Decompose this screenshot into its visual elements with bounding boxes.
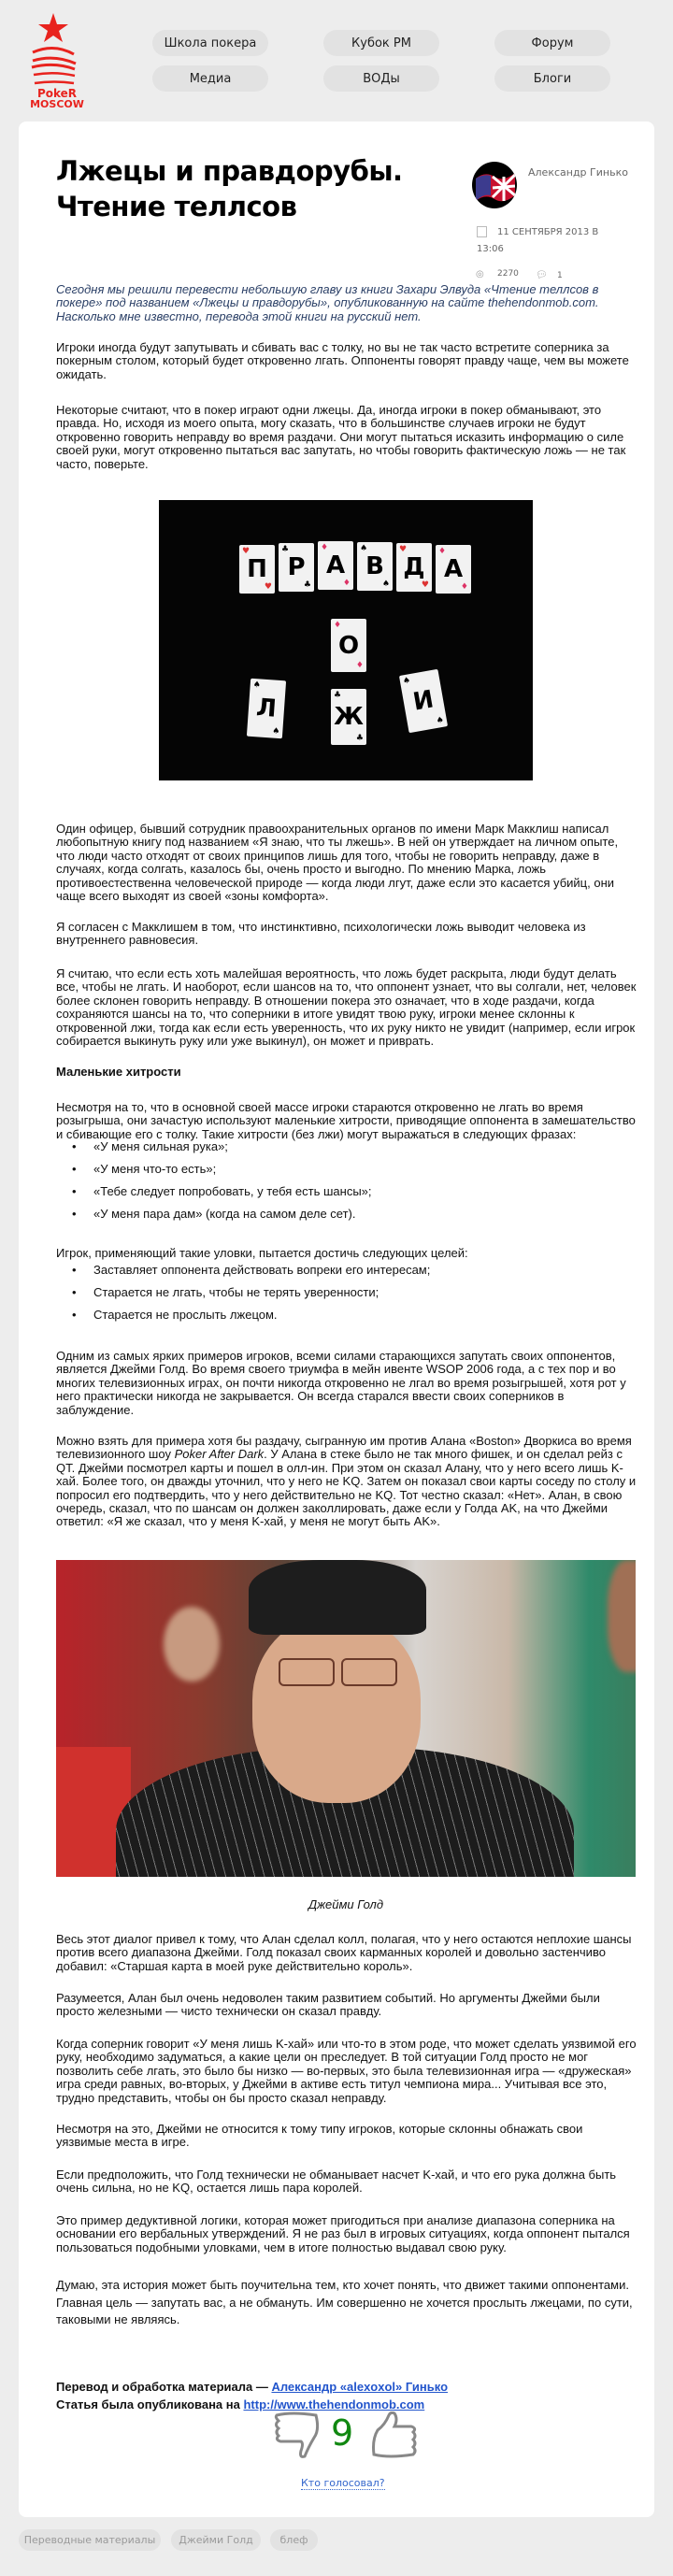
paragraph: Одним из самых ярких примеров игроков, всеми силами старающихся запутать своих оппонентов, является Джейми Голд. Во время своего триумфа в мейн ивенте WSOP 2006 года, а с тех пор и во многих телевизионных играх, он почти никогда откровенно не лгал во время розыгрышей, хотя рот у него практически никогда не закрывается. Он всегда старался ввести своих соперников в заблуждение. [56,1349,626,1417]
paragraph: Игроки иногда будут запутывать и сбивать вас с толку, но вы не так часто встретите соперника за покерным столом, который будет откровенно лгать. Оппоненты говорят правду чаще, чем вы можете ожидать. [56,340,629,381]
truth-lie-cards-image: ♥ П ♥ ♣ Р ♣ ♦ А ♦ ♠ В ♠ ♥ Д ♥ ♦ А ♦ ♦ О ♦ ♠ Л ♠ ♣ Ж ♣ ♠ И ♠ [159,500,533,780]
nav-school[interactable]: Школа покера [152,30,268,56]
paragraph: Разумеется, Алан был очень недоволен таким развитием событий. Но аргументы Джейми были просто железными — чисто технически он сказал правду. [56,1991,600,2019]
card-letter: А [443,555,464,583]
tag-jamie-gold[interactable]: Джейми Голд [171,2529,261,2551]
list-item: • «У меня сильная рука»; [72,1140,228,1153]
paragraph: Это пример дедуктивной логики, которая может пригодиться при анализе диапазона соперника на основании его вербальных утверждений. Я не раз был в игровых ситуациях, когда оппонент пытался пользоваться подобными уловками, чем в итоге полностью выдавал свою руку. [56,2213,630,2254]
card-letter: В [365,552,384,580]
paragraph: Думаю, эта история может быть поучительна тем, кто хочет понять, что движет такими оппонентами. Главная цель — запутать вас, а не обмануть. Им совершенно не хочется прослыть лжецами, по сути, таковыми не являясь. [56,2278,633,2326]
eye-icon: ◎ [476,269,484,279]
flag-avatar-icon [472,162,517,208]
tag-translated[interactable]: Переводные материалы [19,2529,161,2551]
logo-text-line1: PokeR [36,87,78,100]
paragraph: Можно взять для примера хотя бы раздачу, сыгранную им против Алана «Boston» Дворкиса во время телевизионного шоу Poker After Dark. У Алана в стеке было не так много фишек, и он сделал рейз с QT. Джейми посмотрел карты и пошел в олл-ин. При этом он сказал Алану, что у него всего лишь K-хай. Более того, он дважды уточнил, что у него не KQ. Затем он показал свои карты соседу по столу и попросил его подтвердить, что у него действительно не KQ. Тот честно сказал: «Нет». Алан, в свою очередь, сказал, что по шансам он должен заколлировать, даже если у Голда AK, на что Джейми ответил: «Я же сказал, что у меня K-хай, у меня не могут быть AK». [56,1434,637,1529]
paragraph: Один офицер, бывший сотрудник правоохранительных органов по имени Марк Макклиш написал любопытную книгу под названием «Я знаю, что ты лжешь». В ней он утверждает на личном опыте, что люди часто отходят от своих принципов лишь для того, чтобы не говорить неправду, даже в случаях, когда солгать, казалось бы, очень просто и выгодно. По мнению Марка, ложь противоестественна человеческой природе — когда люди лгут, даже если это касается убийц, они чаще всего выходят из своей «зоны комфорта». [56,822,619,904]
vote-score: 9 [331,2412,354,2454]
nav-blogs[interactable]: Блоги [494,65,610,92]
post-date: 11 СЕНТЯБРЯ 2013 В [497,227,599,237]
paragraph: Некоторые считают, что в покер играют одни лжецы. Да, иногда игроки в покер обманывают, это правда. Но, исходя из моего опыта, могу сказать, что в большинстве случаев игроки не будут откровенно говорить неправду во время раздачи. Они могут пытаться исказить информацию о силе своей руки, могут откровенно пытаться вас запутать, но чтобы говорить фактическую ложь — не так часто, поверьте. [56,403,626,471]
photo-caption: Джейми Голд [308,1897,384,1911]
thumbs-up-icon[interactable] [370,2411,419,2463]
poker-moscow-logo[interactable] [23,9,85,114]
paragraph: Когда соперник говорит «У меня лишь K-хай» или что-то в этом роде, что может сделать уязвимой его руку, необходимо задуматься, а какие цели он преследует. В той ситуации Голд просто не мог позволить себе лгать, это было бы низко — во-первых, это была телевизионная игра — «дружеская» игра среди равных, во-вторых, у Джейми в активе есть титул чемпиона мира... Учитывая все это, трудно представить, чтобы он бы просто сказал неправду. [56,2037,637,2105]
views-count: 2270 [497,269,519,279]
logo-text [29,88,85,110]
list-item: • Старается не прослыть лжецом. [72,1309,278,1322]
jamie-gold-photo [56,1560,636,1877]
comments-count[interactable]: 1 [557,271,563,280]
list-item: • «У меня пара дам» (когда на самом деле сет). [72,1208,355,1221]
nav-vods[interactable]: ВОДы [323,65,439,92]
paragraph: Несмотря на то, что в основной своей массе игроки стараются откровенно не лгать во время розыгрыша, они зачастую используют маленькие хитрости, приводящие оппонента в замешательство и сбивающие его с толку. Такие хитрости (без лжи) могут выражаться в следующих фразах: [56,1100,636,1141]
tag-bluff[interactable]: блеф [270,2529,318,2551]
author-name[interactable]: Александр Гинько [528,166,628,179]
list-item: • «Тебе следует попробовать, у тебя есть шансы»; [72,1185,372,1198]
credit-label: Статья была опубликована на [56,2397,244,2411]
credit-label: Перевод и обработка материала — [56,2380,272,2394]
list-item: • Старается не лгать, чтобы не терять уверенности; [72,1286,379,1299]
card-letter: Д [403,553,425,581]
card-letter: Л [255,694,278,723]
nav-forum[interactable]: Форум [494,30,610,56]
card-letter: А [325,551,346,580]
thumbs-down-icon[interactable] [273,2411,322,2463]
card-letter: П [247,555,267,583]
paragraph: Несмотря на это, Джейми не относится к тому типу игроков, которые склонны обнажать свои уязвимые места в игре. [56,2122,583,2150]
calendar-icon [477,226,487,237]
intro-text: Сегодня мы решили перевести небольшую главу из книги Захари Элвуда «Чтение теллсов в покере» под названием «Лжецы и правдорубы», опубликованную на сайте thehendonmob.com. Насколько мне известно, перевода этой книги на русский нет. [56,282,599,323]
paragraph: Я считаю, что если есть хоть малейшая вероятность, что ложь будет раскрыта, люди будут делать все, чтобы не лгать. И наоборот, если шансов на то, что оппонент узнает, что вы солгали, нет, человек более склонен говорить неправду. В отношении покера это означает, что в ходе раздачи, когда сохраняются шансы на то, что соперники в итоге увидят твою руку, игроки менее склонны к откровенной лжи, тогда как если есть уверенность, что их руку никто не увидит (например, если игрок собирается выкинуть руку или уже выкинул), он может и приврать. [56,966,637,1049]
list-item: • Заставляет оппонента действовать вопреки его интересам; [72,1264,430,1277]
nav-media[interactable]: Медиа [152,65,268,92]
logo-text-line2: MOSCOW [30,98,84,110]
post-time: 13:06 [477,244,504,254]
section-heading: Маленькие хитрости [56,1065,181,1079]
paragraph: Игрок, применяющий такие уловки, пытается достичь следующих целей: [56,1246,468,1260]
author-avatar[interactable] [472,162,517,208]
paragraph: Весь этот диалог привел к тому, что Алан сделал колл, полагая, что у него остаются неплохие шансы против всего диапазона Джейми. Голд показал своих карманных королей и довольно застенчиво добавил: «Старшая карта в моей руке действительно король». [56,1932,632,1973]
card-letter: Ж [334,703,364,731]
card-letter: Р [287,553,306,581]
comment-icon: 💬︎ [536,270,548,280]
card-letter: О [337,631,360,660]
page-title: Лжецы и правдорубы. Чтение теллсов [56,155,403,222]
who-voted-link[interactable]: Кто голосовал? [301,2477,385,2489]
nav-cup[interactable]: Кубок PM [323,30,439,56]
author-link[interactable]: Александр «alexoxol» Гинько [271,2380,449,2394]
show-name: Poker After Dark [174,1447,265,1462]
list-item: • «У меня что-то есть»; [72,1163,216,1176]
paragraph: Я согласен с Макклишем в том, что инстинктивно, психологически ложь выводит человека из внутреннего равновесия. [56,920,586,948]
paragraph: Если предположить, что Голд технически не обманывает насчет K-хай, и что его рука должна быть очень сильна, но не KQ, остается лишь пара королей. [56,2168,617,2196]
card-letter: И [410,685,437,717]
credits [56,2378,637,2413]
source-link[interactable]: http://www.thehendonmob.com [243,2397,425,2411]
